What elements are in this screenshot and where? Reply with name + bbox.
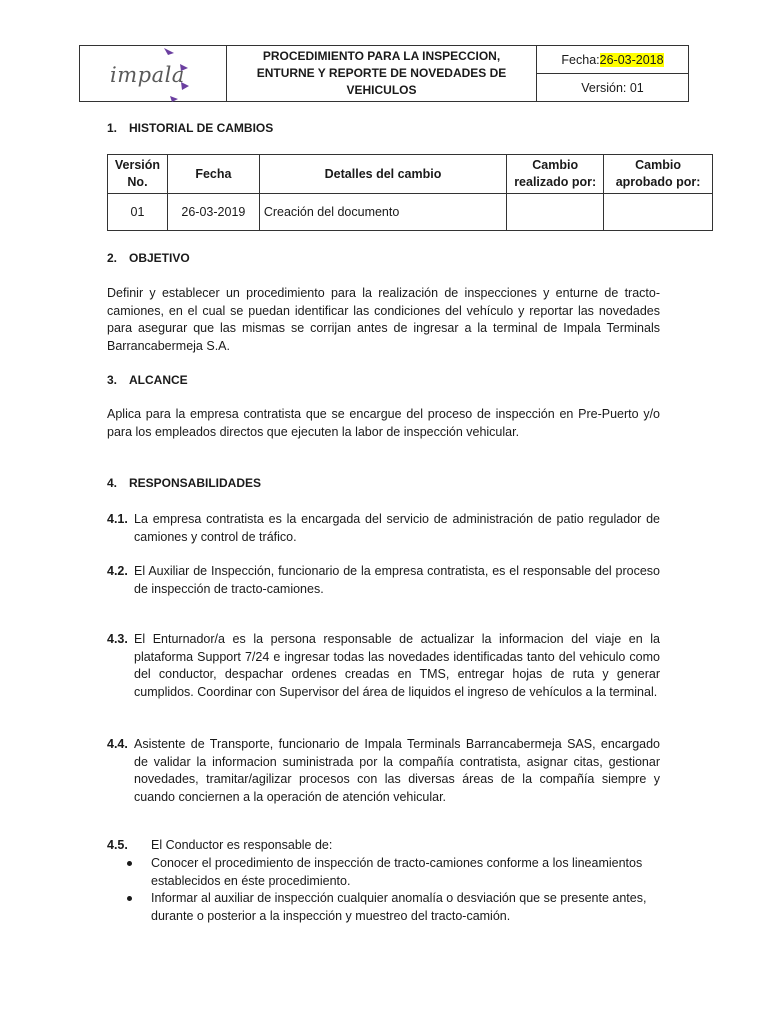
document-header	[79, 45, 689, 102]
bullet-icon	[127, 861, 132, 866]
table-row	[108, 194, 713, 231]
table-header: Cambio realizado por:	[507, 155, 604, 194]
bullet-icon	[127, 896, 132, 901]
list-item: 4.5. El Conductor es responsable de:	[107, 838, 333, 852]
table-header: Cambio aprobado por:	[604, 155, 713, 194]
version-cell: Versión: 01	[537, 73, 688, 101]
table-cell: 26-03-2019	[167, 194, 259, 231]
section-heading-objetivo: 2. OBJETIVO	[107, 251, 190, 265]
table-cell: Creación del documento	[259, 194, 506, 231]
document-title: PROCEDIMIENTO PARA LA INSPECCION, ENTURNE Y REPORTE DE NOVEDADES DE VEHICULOS	[227, 46, 537, 101]
table-header-row	[108, 155, 713, 194]
logo-text: impala	[110, 63, 185, 87]
objetivo-paragraph: Definir y establecer un procedimiento para la realización de inspecciones y enturne de tracto-camiones, en el cual se puedan identificar las condiciones del vehículo y reportar las novedades para asegurar que las mismas se corrijan antes de ingresar a la terminal de Impala Terminals Barrancabermeja S.A.	[107, 286, 660, 353]
date-cell	[537, 46, 688, 73]
section-heading-responsabilidades: 4. RESPONSABILIDADES	[107, 476, 262, 490]
table-header: Detalles del cambio	[259, 155, 506, 194]
list-item: 4.4. Asistente de Transporte, funcionario de Impala Terminals Barrancabermeja SAS, encargado de validar la informacion suministrada por la compañía contratista, asignar citas, gestionar novedades, tramitar/agilizar procesos con las diversas áreas de la compañía siempre y cuando conciernen a la operación de atención vehicular.	[107, 737, 660, 804]
date-label: Fecha:	[561, 52, 600, 67]
change-history-table	[107, 154, 713, 231]
bullet-item: Informar al auxiliar de inspección cualquier anomalía o desviación que se presente antes, durante o posterior a la inspección y muestreo del tracto-camión.	[127, 890, 660, 925]
document-meta	[537, 46, 688, 101]
list-item: 4.3. El Enturnador/a es la persona responsable de actualizar la informacion del viaje en la plataforma Support 7/24 e ingresar todas las novedades identificadas tanto del vehiculo como del conductor, despachar ordenes creadas en TMS, entregar hojas de ruta y generar cumplidos. Coordinar con Supervisor del área de liquidos el ingreso de vehículos a la terminal.	[107, 632, 660, 699]
company-logo	[80, 46, 227, 101]
alcance-paragraph: Aplica para la empresa contratista que se encargue del proceso de inspección en Pre-Puerto y/o para los empleados directos que ejecuten la labor de inspección vehicular.	[107, 407, 660, 439]
table-header: Versión No.	[108, 155, 168, 194]
table-cell	[604, 194, 713, 231]
list-item: 4.2. El Auxiliar de Inspección, funcionario de la empresa contratista, es el responsable del proceso de inspección de tracto-camiones.	[107, 564, 660, 596]
table-header: Fecha	[167, 155, 259, 194]
section-heading-alcance: 3. ALCANCE	[107, 373, 188, 387]
list-item: 4.1. La empresa contratista es la encargada del servicio de administración de patio regulador de camiones y control de tráfico.	[107, 512, 660, 544]
bullet-item: Conocer el procedimiento de inspección de tracto-camiones conforme a los lineamientos establecidos en éste procedimiento.	[127, 855, 660, 890]
table-cell: 01	[108, 194, 168, 231]
table-cell	[507, 194, 604, 231]
section-heading-history: 1. HISTORIAL DE CAMBIOS	[107, 121, 274, 135]
date-value: 26-03-2018	[599, 52, 664, 67]
